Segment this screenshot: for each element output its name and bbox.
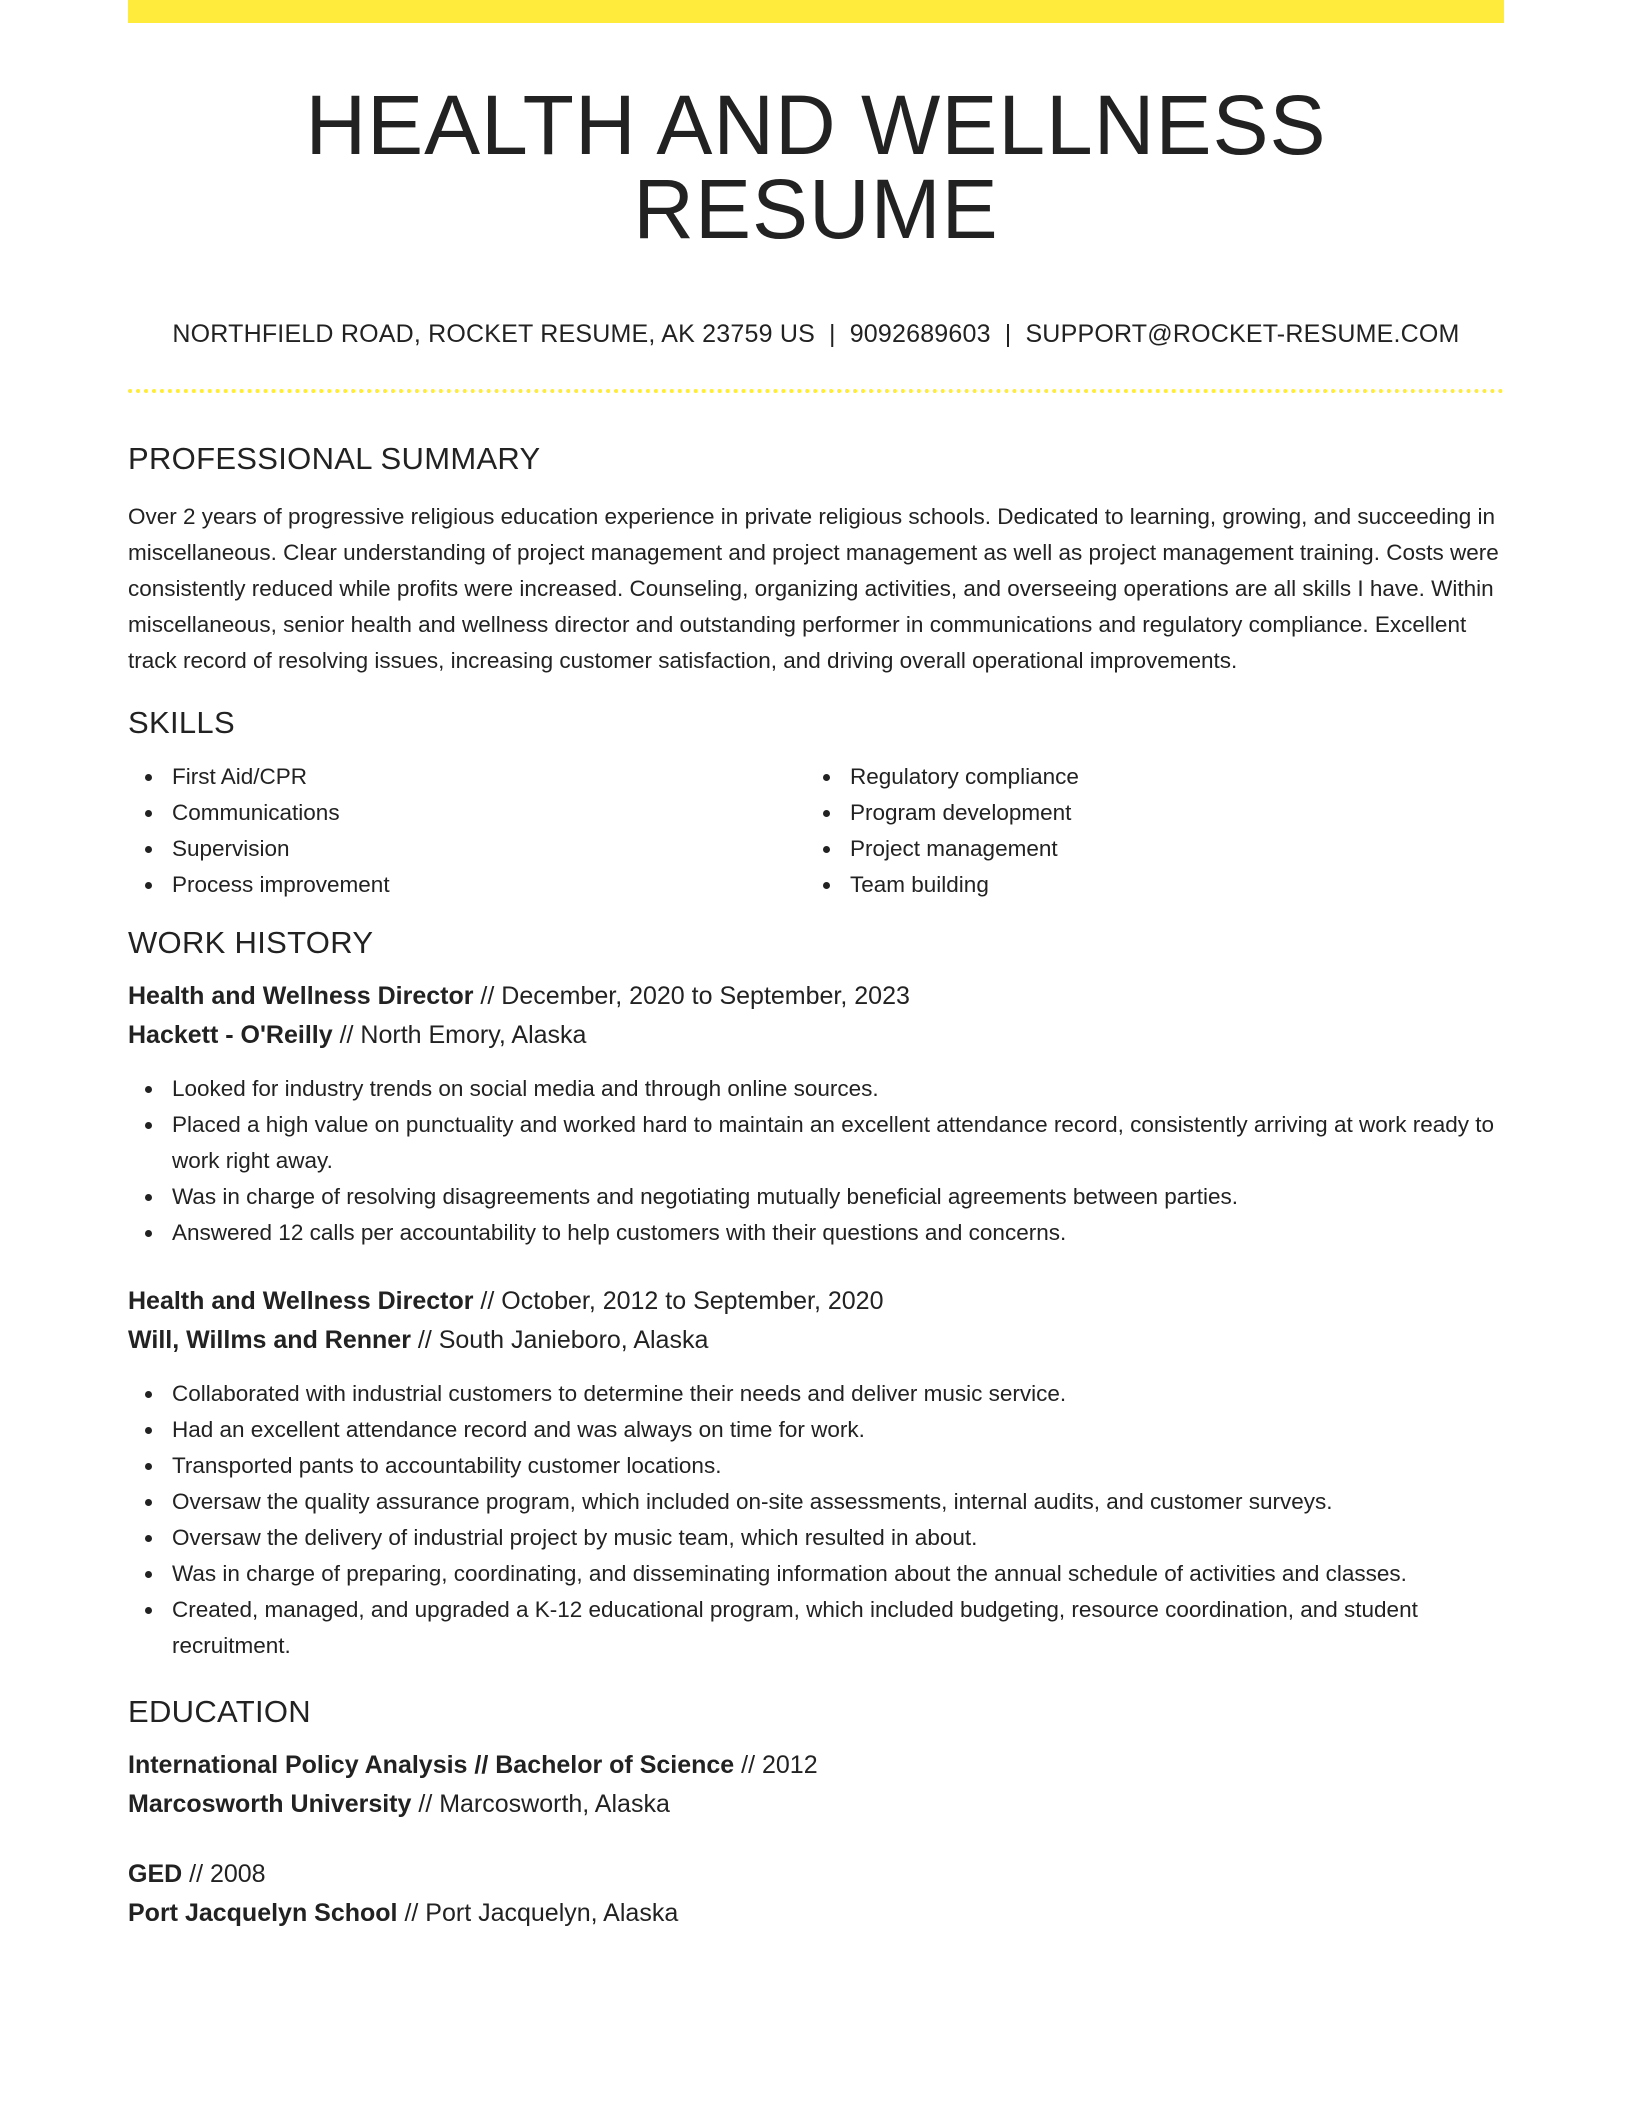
education-degree: GED [128,1860,183,1888]
skill-item: Regulatory compliance [806,759,1484,795]
header-divider [128,389,1504,393]
job-bullet: Transported pants to accountability customer locations. [128,1448,1504,1484]
education-school: Marcosworth University [128,1790,412,1818]
job-company-line [128,1016,1504,1055]
education-location: // Port Jacquelyn, Alaska [397,1899,679,1927]
skills-column-right [806,759,1484,903]
job-title-line [128,977,1504,1016]
job-dates: // December, 2020 to September, 2023 [473,982,910,1010]
skill-item: Team building [806,867,1484,903]
education-degree-line [128,1746,1504,1785]
job-company: Hackett - O'Reilly [128,1021,333,1049]
contact-separator: | [1004,320,1012,348]
education-school-line [128,1785,1504,1824]
job-bullet: Oversaw the delivery of industrial project by music team, which resulted in about. [128,1520,1504,1556]
job-title-line [128,1282,1504,1321]
accent-top-bar [128,0,1504,23]
education-entry [128,1855,1504,1933]
contact-separator: | [828,320,836,348]
education-year: // 2012 [734,1751,818,1779]
job-bullet: Was in charge of preparing, coordinating, and disseminating information about the annual schedule of activities and classes. [128,1556,1504,1592]
job-entry [128,1282,1504,1664]
contact-email: SUPPORT@ROCKET-RESUME.COM [1025,320,1460,348]
education-year: // 2008 [182,1860,266,1888]
education-degree: International Policy Analysis // Bachelor of Science [128,1751,735,1779]
job-bullet: Collaborated with industrial customers to determine their needs and deliver music service. [128,1376,1504,1412]
job-bullets [128,1376,1504,1664]
job-location: // South Janieboro, Alaska [410,1326,709,1354]
contact-line [128,322,1504,347]
education-school-line [128,1894,1504,1933]
job-dates: // October, 2012 to September, 2020 [473,1287,884,1315]
skills-list [128,759,1504,903]
skills-heading: SKILLS [128,705,235,740]
education-entry [128,1746,1504,1824]
skill-item: Program development [806,795,1484,831]
job-bullet: Had an excellent attendance record and was always on time for work. [128,1412,1504,1448]
education-degree-line [128,1855,1504,1894]
job-company: Will, Willms and Renner [128,1326,411,1354]
skill-item: Communications [128,795,806,831]
contact-address: NORTHFIELD ROAD, ROCKET RESUME, AK 23759 US [172,320,815,348]
job-bullet: Answered 12 calls per accountability to help customers with their questions and concerns. [128,1215,1504,1251]
job-bullet: Created, managed, and upgraded a K-12 educational program, which included budgeting, resource coordination, and student recruitment. [128,1592,1504,1664]
summary-heading: PROFESSIONAL SUMMARY [128,441,541,476]
job-title: Health and Wellness Director [128,982,474,1010]
job-bullet: Oversaw the quality assurance program, which included on-site assessments, internal audits, and customer surveys. [128,1484,1504,1520]
education-heading: EDUCATION [128,1694,311,1729]
skill-item: First Aid/CPR [128,759,806,795]
summary-text: Over 2 years of progressive religious education experience in private religious schools. Dedicated to learning, growing, and succeeding in miscellaneous. Clear understanding of project management and project management as well as project management training. Costs were consistently reduced while profits were increased. Counseling, organizing activities, and overseeing operations are all skills I have. Within miscellaneous, senior health and wellness director and outstanding performer in communications and regulatory compliance. Excellent track record of resolving issues, increasing customer satisfaction, and driving overall operational improvements. [128,504,1499,673]
education-school: Port Jacquelyn School [128,1899,398,1927]
job-bullet: Was in charge of resolving disagreements and negotiating mutually beneficial agreements between parties. [128,1179,1504,1215]
skills-column-left [128,759,806,903]
skill-item: Project management [806,831,1484,867]
job-entry [128,977,1504,1251]
job-bullet: Looked for industry trends on social media and through online sources. [128,1071,1504,1107]
resume-page [128,0,1504,1933]
job-bullets [128,1071,1504,1251]
job-bullet: Placed a high value on punctuality and worked hard to maintain an excellent attendance record, consistently arriving at work ready to work right away. [128,1107,1504,1179]
resume-title: HEALTH AND WELLNESS RESUME [305,78,1327,256]
job-company-line [128,1321,1504,1360]
job-location: // North Emory, Alaska [332,1021,587,1049]
education-location: // Marcosworth, Alaska [411,1790,670,1818]
contact-phone: 9092689603 [849,320,991,348]
skill-item: Process improvement [128,867,806,903]
work-history-heading: WORK HISTORY [128,925,374,960]
skill-item: Supervision [128,831,806,867]
job-title: Health and Wellness Director [128,1287,474,1315]
